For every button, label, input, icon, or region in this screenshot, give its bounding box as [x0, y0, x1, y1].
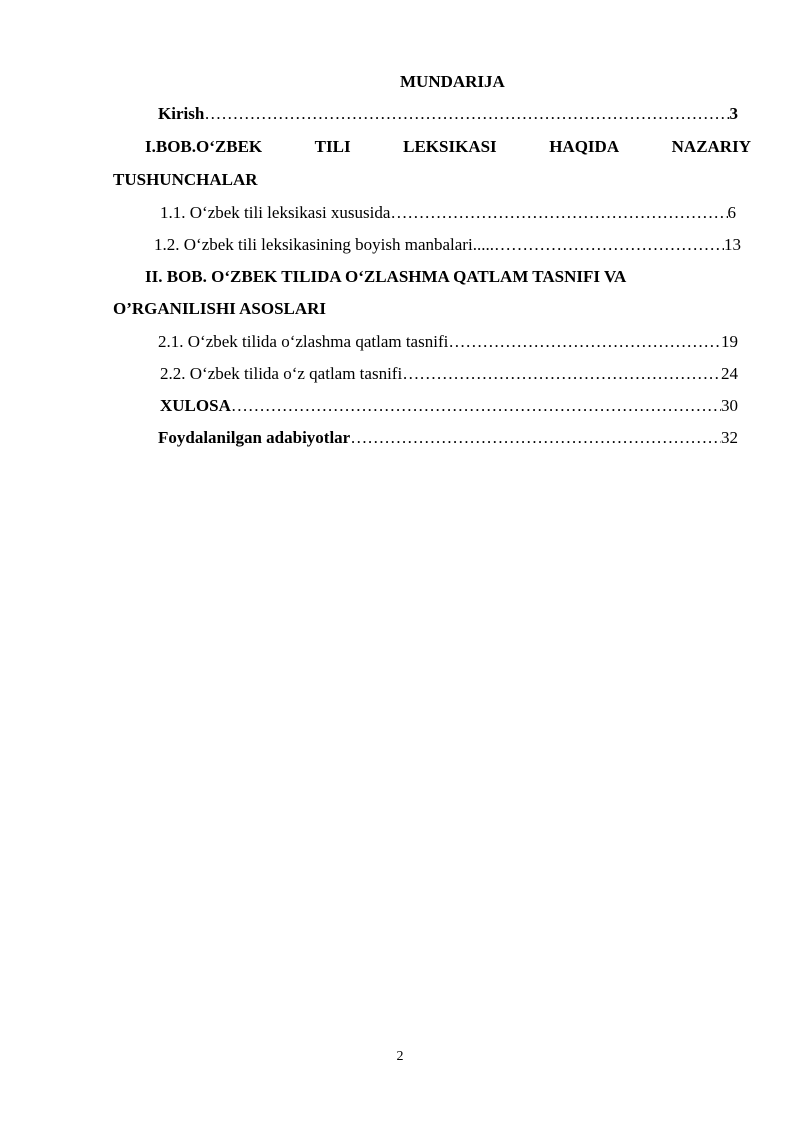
toc-leader-dots	[231, 396, 721, 416]
toc-page-number: 6	[727, 203, 736, 222]
toc-label: 2.1. O‘zbek tilida o‘zlashma qatlam tasnifi	[158, 332, 449, 351]
toc-page-number: 19	[721, 332, 738, 351]
toc-label: 1.2. O‘zbek tili leksikasining boyish manbalari.....	[154, 235, 494, 254]
toc-label: Foydalanilgan adabiyotlar	[158, 428, 351, 447]
toc-entry-adabiyotlar	[158, 428, 738, 448]
toc-leader-dots	[390, 203, 727, 223]
toc-chapter-2-line-2: O’RGANILISHI ASOSLARI	[113, 299, 327, 318]
toc-page-number: 13	[724, 235, 741, 254]
toc-entry-xulosa	[160, 396, 738, 416]
toc-leader-dots	[350, 428, 721, 448]
toc-page-number: 24	[721, 364, 738, 383]
toc-label: 1.1. O‘zbek tili leksikasi xususida	[160, 203, 391, 222]
page-footer-number: 2	[396, 1049, 404, 1064]
toc-entry-1-1	[160, 203, 736, 223]
toc-leader-dots	[494, 235, 724, 255]
toc-entry-2-1	[158, 332, 738, 352]
toc-chapter-word: TILI	[314, 137, 351, 156]
toc-chapter-word: LEKSIKASI	[403, 137, 497, 156]
toc-label: XULOSA	[160, 396, 231, 415]
page-title: MUNDARIJA	[400, 72, 505, 91]
toc-label: 2.2. O‘zbek tilida o‘z qatlam tasnifi	[160, 364, 403, 383]
toc-entry-1-2	[154, 235, 741, 255]
toc-chapter-word: I.BOB.O‘ZBEK	[145, 137, 263, 156]
toc-leader-dots	[402, 364, 721, 384]
toc-chapter-2-line-1: II. BOB. O‘ZBEK TILIDA O‘ZLASHMA QATLAM TASNIFI VA	[145, 267, 627, 286]
toc-entry-kirish	[158, 104, 738, 124]
toc-leader-dots	[448, 332, 721, 352]
toc-chapter-1-line-1	[145, 137, 751, 157]
toc-leader-dots	[204, 104, 729, 124]
toc-page-number: 30	[721, 396, 738, 415]
toc-label: Kirish	[158, 104, 205, 123]
toc-chapter-word: NAZARIY	[671, 137, 751, 156]
toc-chapter-word: HAQIDA	[549, 137, 620, 156]
toc-entry-2-2	[160, 364, 738, 384]
toc-page-number: 3	[729, 104, 738, 123]
toc-chapter-1-line-2: TUSHUNCHALAR	[113, 170, 258, 189]
toc-page-number: 32	[721, 428, 738, 447]
